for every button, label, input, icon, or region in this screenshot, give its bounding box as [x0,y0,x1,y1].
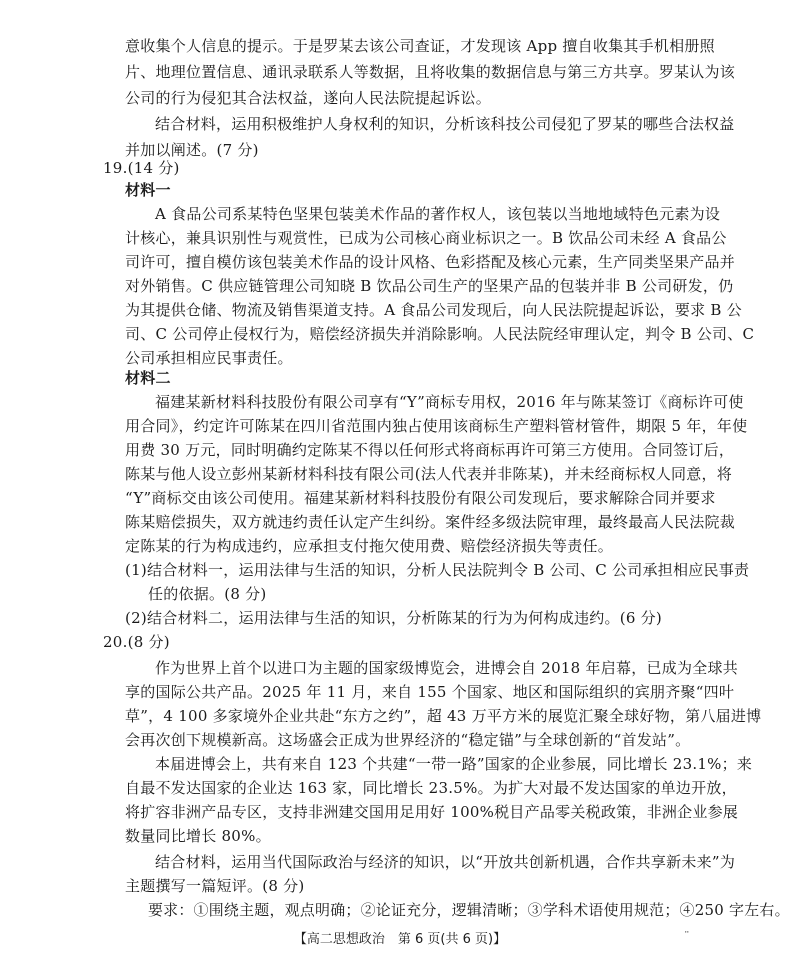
q19-material-2-title: 材料二 [125,369,171,387]
q19-m1-line-7: 公司承担相应民事责任。 [125,349,293,367]
q19-m2-line-4: 陈某与他人设立彭州某新材料科技有限公司(法人代表并非陈某)，并未经商标权人同意，将 [125,465,732,483]
q20-header: 20.(8 分) [103,633,170,651]
q19-m1-line-4: 对外销售。C 供应链管理公司知晓 B 饮品公司生产的坚果产品的包装并非 B 公司研发，仍 [125,277,734,295]
q19-m1-line-3: 司许可，擅自模仿该包装美术作品的设计风格、色彩搭配及核心元素，生产同类坚果产品并 [125,253,736,271]
q18-line-1: 意收集个人信息的提示。于是罗某去该公司查证，才发现该 App 擅自收集其手机相册照 [125,37,715,55]
q19-m2-line-6: 陈某赔偿损失，双方就违约责任认定产生纠纷。案件经多级法院审理，最终最高人民法院裁 [125,513,736,531]
q19-m1-line-5: 为其提供仓储、物流及销售渠道支持。A 食品公司发现后，向人民法院提起诉讼，要求 B 公 [125,301,742,319]
q18-question-line-1: 结合材料，运用积极维护人身权利的知识，分析该科技公司侵犯了罗某的哪些合法权益 [155,115,735,133]
q20-p2-line-1: 本届进博会上，共有来自 123 个共建“一带一路”国家的企业参展，同比增长 23.1%；来 [155,755,753,773]
q19-m2-line-5: “Y”商标交由该公司使用。福建某新材料科技股份有限公司发现后，要求解除合同并要求 [125,489,716,507]
q20-requirements: 要求：①围绕主题，观点明确；②论证充分，逻辑清晰；③学科术语使用规范；④250 字左右。 [148,901,790,919]
q19-header: 19.(14 分) [103,159,180,177]
page-footer: 【高二思想政治 第 6 页(共 6 页)】 [293,932,507,947]
q20-p2-line-2: 自最不发达国家的企业达 163 家，同比增长 23.5%。为扩大对最不发达国家的单边开放， [125,779,737,797]
q20-p1-line-4: 会再次创下规模新高。这场盛会正成为世界经济的“稳定锚”与全球创新的“首发站”。 [125,731,691,749]
q18-line-2: 片、地理位置信息、通讯录联系人等数据，且将收集的数据信息与第三方共享。罗某认为该 [125,63,736,81]
q20-task-line-1: 结合材料，运用当代国际政治与经济的知识，以“开放共创新机遇，合作共享新未来”为 [155,853,736,871]
q18-question-line-2: 并加以阐述。(7 分) [125,141,259,159]
q19-m2-line-7: 定陈某的行为构成违约，应承担支付拖欠使用费、赔偿经济损失等责任。 [125,537,614,555]
q19-m1-line-6: 司、C 公司停止侵权行为，赔偿经济损失并消除影响。人民法院经审理认定，判令 B 公司、C [125,325,755,343]
q19-m2-line-3: 用费 30 万元，同时明确约定陈某不得以任何形式将商标再许可第三方使用。合同签订后， [125,441,735,459]
q19-material-1-title: 材料一 [125,181,171,199]
q19-m2-line-2: 用合同》，约定许可陈某在四川省范围内独占使用该商标生产塑料管材管件，期限 5 年，年使 [125,417,748,435]
q20-p1-line-1: 作为世界上首个以进口为主题的国家级博览会，进博会自 2018 年启幕，已成为全球共 [155,659,738,677]
q20-p2-line-4: 数量同比增长 80%。 [125,827,271,845]
q20-p2-line-3: 将扩容非洲产品专区，支持非洲建交国用足用好 100%税目产品零关税政策，非洲企业参展 [125,803,739,821]
q19-sub1-line-1: (1)结合材料一，运用法律与生活的知识，分析人民法院判令 B 公司、C 公司承担相应民事责 [125,561,750,579]
q19-m1-line-1: A 食品公司系某特色坚果包装美术作品的著作权人，该包装以当地地域特色元素为设 [155,205,721,223]
corner-mark: ¨ [684,930,690,943]
q20-p1-line-2: 享的国际公共产品。2025 年 11 月，来自 155 个国家、地区和国际组织的宾朋齐聚“四叶 [125,683,735,701]
q20-task-line-2: 主题撰写一篇短评。(8 分) [125,877,305,895]
q19-m1-line-2: 计核心，兼具识别性与观赏性，已成为公司核心商业标识之一。B 饮品公司未经 A 食品公 [125,229,727,247]
q20-p1-line-3: 草”，4 100 多家境外企业共赴“东方之约”，超 43 万平方米的展览汇聚全球好物，第八届进博 [125,707,762,725]
q19-sub2: (2)结合材料二，运用法律与生活的知识，分析陈某的行为为何构成违约。(6 分) [125,609,663,627]
q19-m2-line-1: 福建某新材料科技股份有限公司享有“Y”商标专用权，2016 年与陈某签订《商标许可使 [155,393,744,411]
q18-line-3: 公司的行为侵犯其合法权益，遂向人民法院提起诉讼。 [125,89,492,107]
q19-sub1-line-2: 任的依据。(8 分) [148,585,267,603]
